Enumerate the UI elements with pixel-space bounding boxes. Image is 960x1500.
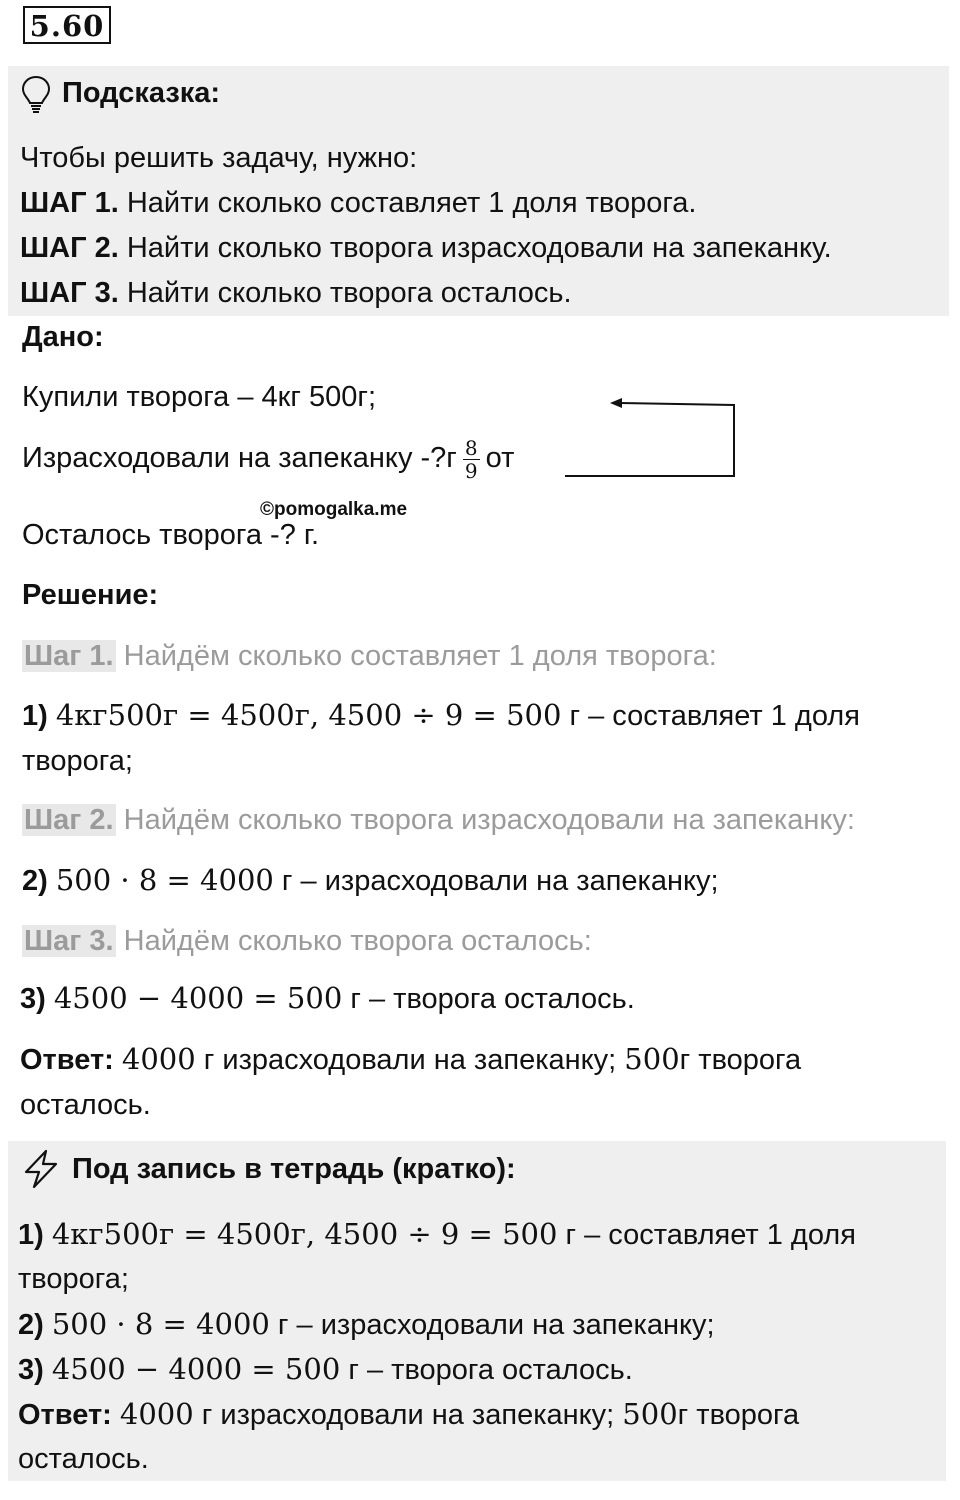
notebook-answer-cont: осталось. — [18, 1443, 149, 1475]
notebook-calc-3 — [18, 1352, 633, 1387]
given-title: Дано: — [22, 321, 104, 353]
hint-step-2 — [20, 231, 832, 265]
calc-text: г – творога осталось. — [342, 983, 635, 1015]
copyright-watermark: ©pomogalka.me — [260, 499, 408, 520]
fraction-numerator: 8 — [464, 436, 478, 460]
notebook-calc-1 — [18, 1217, 856, 1252]
hint-intro: Чтобы решить задачу, нужно: — [20, 142, 418, 174]
step-label: Шаг 2. — [24, 804, 114, 836]
answer-math: 500 — [622, 1397, 678, 1431]
given-line-3: Осталось творога -? г. — [22, 519, 319, 551]
step-label: Шаг 1. — [24, 640, 114, 672]
solution-step-1 — [22, 639, 717, 673]
answer-math: 4000 — [121, 1042, 196, 1076]
given-line-2 — [22, 437, 514, 482]
calc-label: 3) — [20, 983, 46, 1015]
solution-title: Решение: — [22, 579, 159, 611]
step-label: Шаг 3. — [24, 925, 114, 957]
answer-text: г израсходовали на запеканку; — [195, 1044, 625, 1076]
calc-3 — [20, 981, 635, 1016]
answer-cont: осталось. — [20, 1089, 151, 1121]
fraction-eight-ninths — [463, 437, 480, 482]
hint-step-text: Найти сколько творога осталось. — [126, 277, 572, 309]
hint-step-text: Найти сколько творога израсходовали на запеканку. — [126, 232, 832, 264]
calc-math: 4кг500г = 4500г, 4500 ÷ 9 = 500 — [51, 1217, 558, 1251]
task-number: 5.60 — [23, 6, 111, 44]
calc-1-cont: творога; — [22, 745, 133, 777]
calc-1 — [22, 698, 860, 733]
answer-math: 4000 — [119, 1397, 194, 1431]
notebook-calc-1-cont: творога; — [18, 1263, 129, 1295]
step-text: Найдём сколько творога израсходовали на запеканку: — [123, 804, 855, 836]
hint-title: Подсказка: — [62, 77, 221, 109]
solution-step-2 — [22, 803, 855, 837]
hint-step-label: ШАГ 2. — [20, 232, 119, 264]
step-text: Найдём сколько творога осталось: — [123, 925, 592, 957]
calc-text: г – израсходовали на запеканку; — [269, 1309, 715, 1341]
calc-math: 4500 − 4000 = 500 — [51, 1352, 341, 1386]
answer — [20, 1042, 801, 1077]
given-line-2-suffix: от — [485, 442, 515, 475]
lightbulb-icon — [20, 74, 52, 114]
calc-text: г – составляет 1 доля — [561, 700, 860, 732]
calc-math: 500 · 8 = 4000 — [51, 1307, 270, 1341]
calc-math: 4500 − 4000 = 500 — [53, 981, 343, 1015]
answer-text: г израсходовали на запеканку; — [193, 1399, 623, 1431]
answer-text: г творога — [679, 1044, 802, 1076]
notebook-title: Под запись в тетрадь (кратко): — [72, 1153, 516, 1185]
bracket-arrow-icon — [560, 392, 745, 487]
calc-2 — [22, 863, 719, 898]
step-text: Найдём сколько составляет 1 доля творога: — [123, 640, 717, 672]
hint-step-3 — [20, 276, 572, 310]
calc-math: 500 · 8 = 4000 — [55, 863, 274, 897]
calc-text: г – израсходовали на запеканку; — [273, 865, 719, 897]
calc-label: 3) — [18, 1354, 44, 1386]
calc-label: 2) — [18, 1309, 44, 1341]
answer-label: Ответ: — [20, 1044, 114, 1076]
calc-label: 1) — [22, 700, 48, 732]
answer-text: г творога — [677, 1399, 800, 1431]
hint-step-label: ШАГ 1. — [20, 187, 119, 219]
lightning-icon — [20, 1148, 62, 1190]
calc-text: г – составляет 1 доля — [557, 1219, 856, 1251]
hint-step-label: ШАГ 3. — [20, 277, 119, 309]
calc-label: 1) — [18, 1219, 44, 1251]
calc-math: 4кг500г = 4500г, 4500 ÷ 9 = 500 — [55, 698, 562, 732]
answer-math: 500 — [624, 1042, 680, 1076]
hint-step-text: Найти сколько составляет 1 доля творога. — [126, 187, 697, 219]
notebook-answer — [18, 1397, 799, 1432]
calc-label: 2) — [22, 865, 48, 897]
fraction-denominator: 9 — [464, 459, 478, 483]
hint-step-1 — [20, 186, 696, 220]
calc-text: г – творога осталось. — [340, 1354, 633, 1386]
notebook-calc-2 — [18, 1307, 715, 1342]
given-line-2-text: Израсходовали на запеканку -?г — [22, 442, 457, 475]
given-line-1: Купили творога – 4кг 500г; — [22, 381, 377, 413]
answer-label: Ответ: — [18, 1399, 112, 1431]
solution-step-3 — [22, 924, 592, 958]
